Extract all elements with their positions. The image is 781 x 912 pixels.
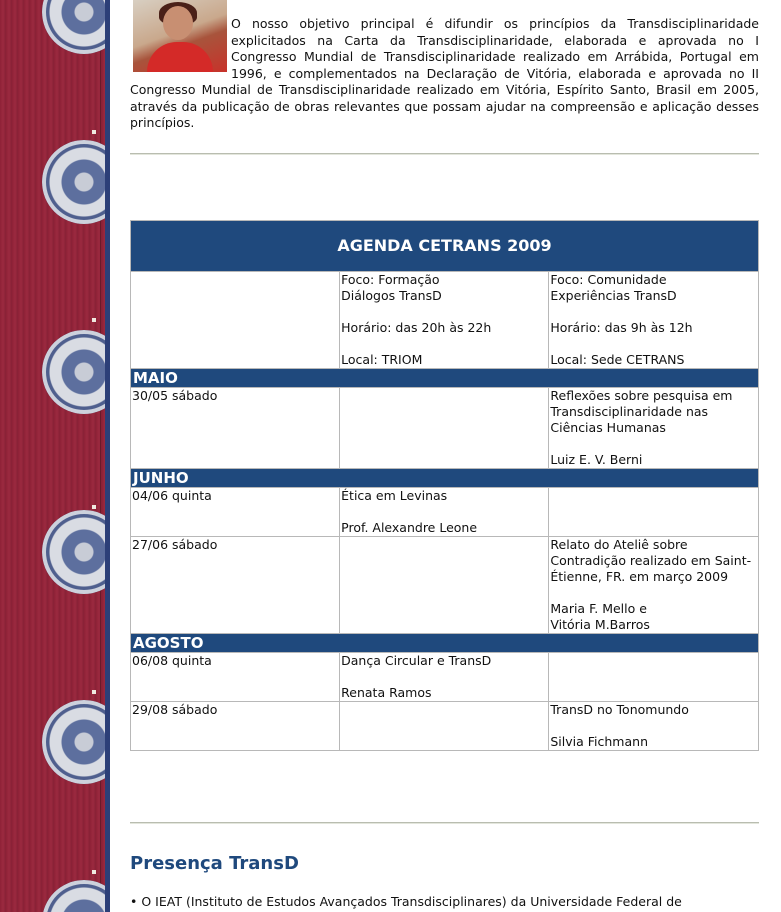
- header-formacao: Foco: Formação Diálogos TransD Horário: das 20h às 22h Local: TRIOM: [340, 272, 549, 369]
- circle-motif: [42, 700, 110, 784]
- border-edge: [105, 0, 110, 912]
- event-cell: Dança Circular e TransD Renata Ramos: [340, 653, 549, 702]
- stitch-mark: [92, 870, 96, 874]
- main-content: [130, 0, 759, 909]
- event-cell: Ética em Levinas Prof. Alexandre Leone: [340, 488, 549, 537]
- table-row: [131, 488, 759, 537]
- table-row: [131, 702, 759, 751]
- intro-section: [130, 0, 759, 152]
- list-item: • O IEAT (Instituto de Estudos Avançados Transdisciplinares) da Universidade Federal de: [130, 894, 682, 909]
- circle-motif: [42, 510, 110, 594]
- table-row: [131, 653, 759, 702]
- event-date: 27/06 sábado: [131, 537, 340, 634]
- stitch-mark: [92, 318, 96, 322]
- header-comunidade: Foco: Comunidade Experiências TransD Horário: das 9h às 12h Local: Sede CETRANS: [549, 272, 759, 369]
- agenda-title-row: [131, 221, 759, 272]
- event-date: 06/08 quinta: [131, 653, 340, 702]
- intro-paragraph: O nosso objetivo principal é difundir os princípios da Transdisciplinaridade explicitados na Carta da Transdisciplinaridade, elaborada e aprovada no I Congresso Mundial de Transdisciplinaridade realizado em Arrábida, Portugal em 1996, e complementados na Declaração de Vitória, elaborada e aprovada no II Congresso Mundial de Transdisciplinaridade realizado em Vitória, Espírito Santo, Brasil em 2005, através da publicação de obras relevantes que possam ajudar na compreensão e aplicação desses princípios.: [130, 16, 759, 130]
- circle-motif: [42, 0, 110, 54]
- author-photo: [133, 0, 227, 72]
- month-row-junho: JUNHO: [131, 469, 759, 488]
- month-row-agosto: AGOSTO: [131, 634, 759, 653]
- agenda-title: AGENDA CETRANS 2009: [131, 221, 759, 272]
- bullet-icon: •: [130, 894, 142, 909]
- stitch-mark: [92, 505, 96, 509]
- event-cell: TransD no Tonomundo Silvia Fichmann: [549, 702, 759, 751]
- event-date: 30/05 sábado: [131, 388, 340, 469]
- circle-motif: [42, 880, 110, 912]
- event-date: 29/08 sábado: [131, 702, 340, 751]
- table-row: [131, 537, 759, 634]
- agenda-header-row: [131, 272, 759, 369]
- circle-motif: [42, 330, 110, 414]
- decorative-side-border: [0, 0, 110, 912]
- circle-motif: [42, 140, 110, 224]
- event-cell: Relato do Ateliê sobre Contradição realizado em Saint-Étienne, FR. em março 2009 Maria F. Mello e Vitória M.Barros: [549, 537, 759, 634]
- stitch-mark: [92, 130, 96, 134]
- section-divider: [130, 153, 759, 155]
- month-row-maio: MAIO: [131, 369, 759, 388]
- agenda-table: [130, 220, 759, 751]
- event-cell: Reflexões sobre pesquisa em Transdisciplinaridade nas Ciências Humanas Luiz E. V. Berni: [549, 388, 759, 469]
- table-row: [131, 388, 759, 469]
- section-divider: [130, 822, 759, 824]
- section-heading: Presença TransD: [130, 853, 299, 874]
- event-date: 04/06 quinta: [131, 488, 340, 537]
- stitch-mark: [92, 690, 96, 694]
